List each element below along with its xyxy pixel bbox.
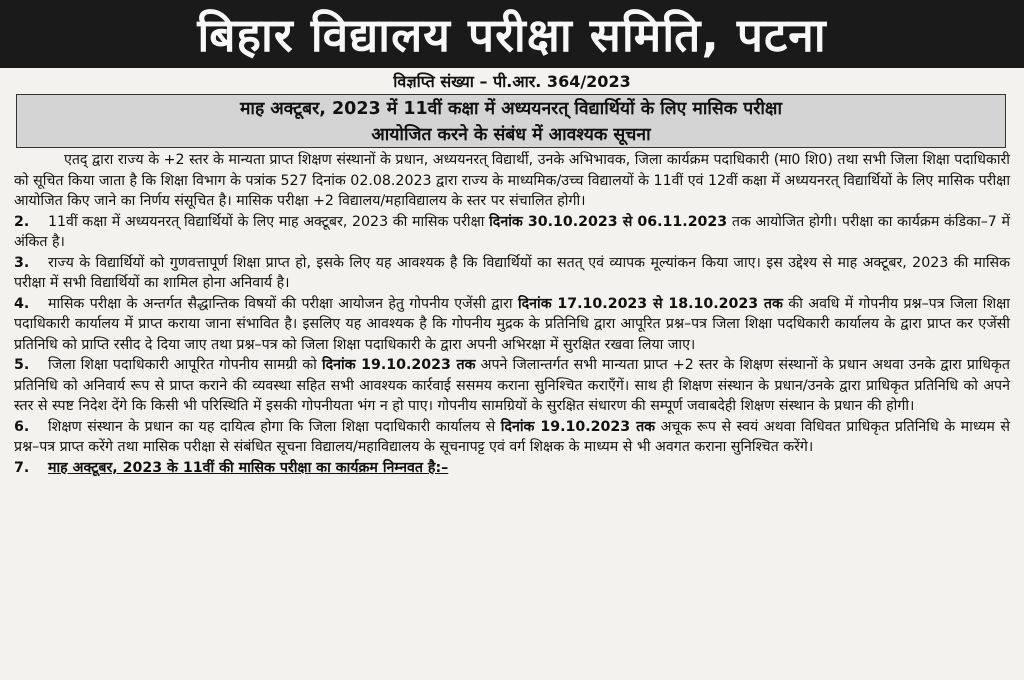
paragraph-text: राज्य के विद्यार्थियों को गुणवत्तापूर्ण शिक्षा प्राप्त हो, इसके लिए यह आवश्यक है कि विद्यार्थियों का सतत् एवं व्यापक मूल्यांकन किया जाए। इस उद्देश्य से माह अक्टूबर, 2023 की मासिक परीक्षा में सभी विद्यार्थियों का शामिल होना अनिवार्य है। xyxy=(14,254,1010,291)
subject-line-2: आयोजित करने के संबंध में आवश्यक सूचना xyxy=(371,125,651,145)
paragraph-text: की अवधि में गोपनीय प्रश्न–पत्र जिला शिक्षा पदाधिकारी कार्यालय में प्राप्त कराया जाना संभावित है। इसलिए यह आवश्यक है कि गोपनीय मुद्रक के प्रतिनिधि द्वारा आपूरित प्रश्न–पत्र जिला शिक्षा पदधिकारी कार्यालय के द्वारा प्राप्त कर एजेंसी प्रतिनिधि को प्राप्ति रसीद दे दिया जाए तथा प्रश्न–पत्र को जिला शिक्षा पदाधिकारी के द्वारा अपनी अभिरक्षा में सुरक्षित रखवा लिया जाए। xyxy=(14,295,1010,353)
notice-number: विज्ञप्ति संख्या – पी.आर. 364/2023 xyxy=(393,72,631,91)
paragraph-text: शिक्षण संस्थान के प्रधान का यह दायित्व होगा कि जिला शिक्षा पदाधिकारी कार्यालय से xyxy=(48,418,501,435)
paragraph-text: 11वीं कक्षा में अध्ययनरत् विद्यार्थियों के लिए माह अक्टूबर, 2023 की मासिक परीक्षा xyxy=(48,213,490,230)
paragraph-number: 4. xyxy=(14,295,30,312)
paragraph-6 xyxy=(14,417,1010,458)
paragraph-text: तक आयोजित होगी। परीक्षा का कार्यक्रम कंडिका–7 में अंकित है। xyxy=(14,213,1010,250)
deadline-date: दिनांक 19.10.2023 तक xyxy=(321,357,476,373)
subject-box xyxy=(16,94,1006,148)
paragraph-4 xyxy=(14,294,1010,356)
paragraph-number: 5. xyxy=(14,357,30,373)
paragraph-text: अपने जिलान्तर्गत सभी मान्यता प्राप्त +2 स्तर के शिक्षण संस्थानों के प्रधान अथवा उनके द्वारा प्राधिकृत प्रतिनिधि को अनिवार्य रूप से प्राप्त कराने की व्यवस्था सहित सभी आवश्यक कार्रवाई ससमय कराना सुनिश्चित कराएँगें। साथ ही शिक्षण संस्थान के प्रधान/उनके द्वारा प्राधिकृत प्रतिनिधि को अपने स्तर से स्पष्ट निदेश देंगे कि किसी भी परिस्थिति में इसकी गोपनीयता भंग न हो पाए। गोपनीय सामग्रियों के सुरक्षित संधारण की सम्पूर्ण जवाबदेही शिक्षण संस्थान के प्रधान की होगी। xyxy=(14,357,1010,414)
paragraph-number: 7. xyxy=(14,459,30,476)
paragraph-number: 3. xyxy=(14,254,30,271)
paragraph-text: जिला शिक्षा पदाधिकारी आपूरित गोपनीय सामग्री को xyxy=(48,357,322,373)
paragraph-1: एतद् द्वारा राज्य के +2 स्तर के मान्यता प्राप्त शिक्षण संस्थानों के प्रधान, अध्ययनरत् विद्यार्थी, उनके अभिभावक, जिला कार्यक्रम पदाधिकारी (मा0 शि0) तथा सभी जिला शिक्षा पदाधिकारी को सूचित किया जाता है कि शिक्षा विभाग के पत्रांक 527 दिनांक 02.08.2023 द्वारा राज्य के माध्यमिक/उच्च विद्यालयों के 11वीं एवं 12वीं कक्षा में अध्ययनरत् विद्यार्थियों के लिए मासिक परीक्षा आयोजित किए जाने का निर्णय संसूचित है। मासिक परीक्षा +2 विद्यालय/महाविद्यालय के स्तर पर संचालित होगी। xyxy=(14,152,1010,209)
date-range: दिनांक 30.10.2023 से 06.11.2023 xyxy=(489,213,728,230)
paragraph-number: 2. xyxy=(14,213,30,230)
deadline-date: दिनांक 19.10.2023 तक xyxy=(500,418,656,435)
paragraph-text: मासिक परीक्षा के अन्तर्गत सैद्धान्तिक विषयों की परीक्षा आयोजन हेतु गोपनीय एजेंसी द्वारा xyxy=(48,295,518,312)
board-title: बिहार विद्यालय परीक्षा समिति, पटना xyxy=(197,8,827,62)
paragraph-3 xyxy=(14,253,1010,294)
paragraph-text: अचूक रूप से स्वयं अथवा विधिवत प्राधिकृत प्रतिनिधि के माध्यम से प्रश्न–पत्र प्राप्त करेंगे तथा मासिक परीक्षा से संबंधित सूचना विद्यालय/महाविद्यालय के सूचनापट्ट एवं वर्ग शिक्षक के माध्यम से भी अवगत कराना सुनिश्चित करेंगे। xyxy=(14,418,1010,455)
notice-body xyxy=(14,150,1010,478)
subject-line-1: माह अक्टूबर, 2023 में 11वीं कक्षा में अध्ययनरत् विद्यार्थियों के लिए मासिक परीक्षा xyxy=(239,99,783,119)
paragraph-5 xyxy=(14,355,1010,417)
date-range: दिनांक 17.10.2023 से 18.10.2023 तक xyxy=(517,295,783,312)
paragraph-7 xyxy=(14,458,1010,479)
paragraph-number: 6. xyxy=(14,418,30,435)
paragraph-2 xyxy=(14,212,1010,253)
board-header xyxy=(0,0,1024,68)
schedule-heading: माह अक्टूबर, 2023 के 11वीं की मासिक परीक्षा का कार्यक्रम निम्नवत है:– xyxy=(48,459,449,476)
